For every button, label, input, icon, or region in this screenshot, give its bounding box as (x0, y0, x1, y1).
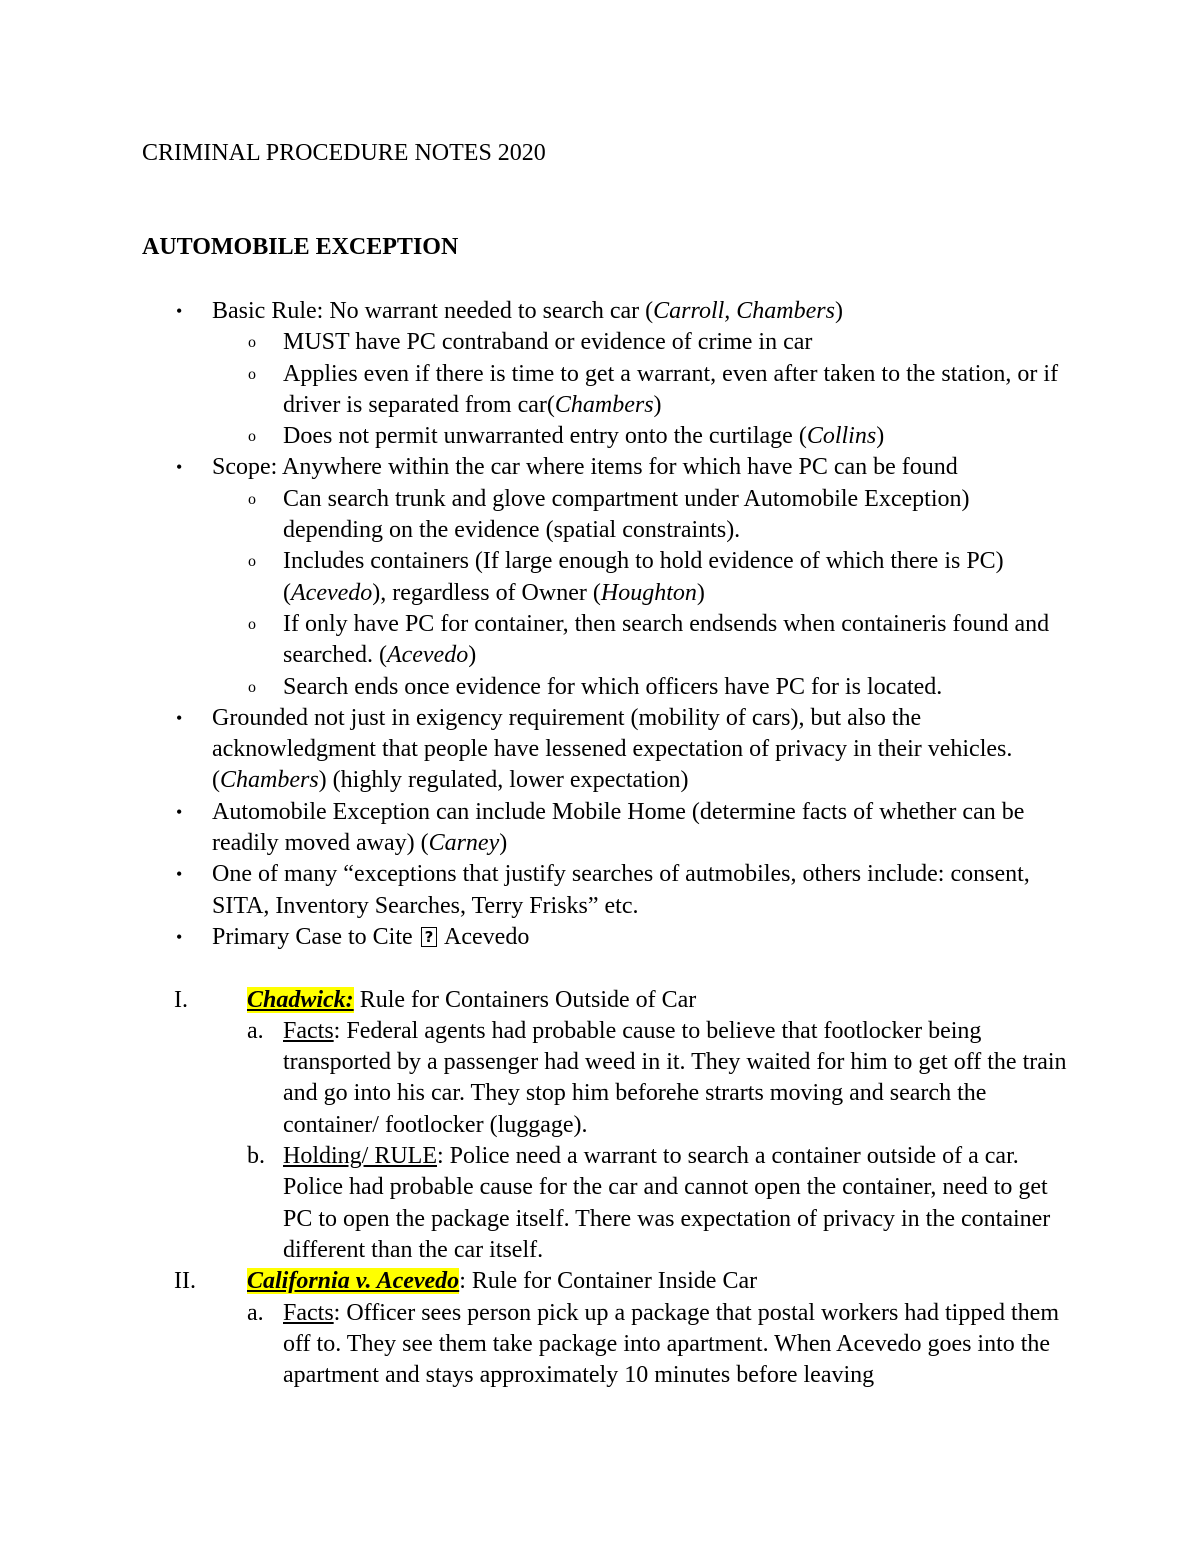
bullet-text: Grounded not just in exigency requirement (mobility of cars), but also the acknowledgment that people have lessened expectation of privacy in their vehicles. ( (212, 704, 1013, 794)
notes-body (0, 296, 1200, 1391)
case1-facts (0, 1016, 1073, 1141)
roman-numeral: II. (174, 1268, 196, 1295)
bullet-text: Basic Rule: No warrant needed to search car ( (212, 298, 654, 324)
case-cite: Acevedo (291, 579, 373, 606)
bullet-text: Automobile Exception can include Mobile Home (determine facts of whether can be readily moved away) ( (212, 798, 1025, 857)
holding-label: Holding/ RULE (283, 1143, 437, 1170)
case-cite: Acevedo (386, 642, 469, 669)
bullet-text: Scope: Anywhere within the car where items for which have PC can be found (212, 454, 958, 481)
sub-bullet-text-mid: ), regardless of Owner ( (372, 579, 601, 606)
case-name-highlight: California v. Acevedo (247, 1268, 460, 1295)
bullet-mobile-home (0, 797, 1072, 860)
sub-bullet-text: Search ends once evidence for which officers have PC for is located. (283, 673, 943, 700)
bullet-icon: • (176, 457, 183, 478)
sub-bullet-text-end: ) (653, 391, 662, 418)
case-name-highlight: Chadwick: (247, 986, 354, 1013)
bullet-icon: • (176, 926, 183, 947)
case-cite: Chambers (220, 767, 319, 794)
sub-bullet-time-for-warrant (0, 359, 1073, 422)
sub-bullet-text: Includes containers (If large enough to hold evidence of which there is PC) ( (283, 548, 1004, 606)
bullet-text-end: ) (499, 830, 508, 857)
case-cite: Collins (806, 423, 877, 450)
bullet-basic-rule (0, 296, 1072, 327)
sub-bullet-curtilage (0, 421, 1073, 452)
sub-bullet-pc-container (0, 609, 1073, 672)
bullet-exceptions (0, 859, 1072, 922)
bullet-text-end: ) (834, 298, 843, 324)
bullet-text-end: ) (highly regulated, lower expectation) (318, 767, 689, 794)
bullet-icon: • (176, 864, 183, 885)
case-heading-text: : Rule for Container Inside Car (459, 1268, 758, 1295)
bullet-primary-case (0, 922, 1072, 953)
bullet-text-end: Acevedo (444, 923, 530, 950)
bullet-text: Primary Case to Cite (212, 923, 413, 950)
case-cite: Chambers (554, 391, 654, 418)
sub-bullet-trunk (0, 484, 1073, 547)
bullet-icon: • (176, 707, 183, 728)
list-letter: a. (247, 1299, 264, 1326)
list-letter: b. (247, 1143, 265, 1170)
bullet-icon: • (176, 801, 183, 822)
list-letter: a. (247, 1017, 264, 1044)
facts-label: Facts (283, 1017, 334, 1044)
sub-bullet-text: MUST have PC contraband or evidence of crime in car (283, 329, 813, 356)
case2-facts (0, 1298, 1073, 1392)
sub-bullet-icon: o (248, 615, 256, 633)
bullet-grounded (0, 703, 1072, 797)
case-heading-chadwick (0, 985, 1073, 1016)
sub-bullet-text: If only have PC for container, then search endsends when containeris found and searched. ( (283, 610, 1050, 669)
sub-bullet-text: Can search trunk and glove compartment under Automobile Exception) depending on the evidence (spatial constraints). (283, 485, 970, 544)
sub-bullet-text: Applies even if there is time to get a warrant, even after taken to the station, or if driver is separated from car( (283, 360, 1059, 418)
sub-bullet-text: Does not permit unwarranted entry onto the curtilage ( (283, 423, 807, 450)
document-title: CRIMINAL PROCEDURE NOTES 2020 (142, 140, 546, 166)
sub-bullet-icon: o (248, 428, 256, 446)
case-cite: Houghton (600, 579, 697, 606)
sub-bullet-containers (0, 546, 1073, 609)
case-heading-acevedo (0, 1266, 1073, 1297)
section-heading: AUTOMOBILE EXCEPTION (142, 234, 459, 260)
sub-bullet-text-end: ) (468, 642, 477, 669)
holding-text: : Police need a warrant to search a container outside of a car. Police had probable cause for the car and cannot open the container, need to get PC to open the package itself. There was expectation of privacy in the container different than the car itself. (283, 1143, 1051, 1263)
case1-holding (0, 1141, 1073, 1266)
case-cite: Carroll, Chambers (653, 298, 835, 324)
roman-numeral: I. (174, 986, 188, 1013)
sub-bullet-text-end: ) (876, 423, 885, 450)
sub-bullet-text-end: ) (696, 579, 705, 606)
facts-label: Facts (283, 1299, 334, 1326)
case-heading-text: Rule for Containers Outside of Car (353, 986, 697, 1013)
sub-bullet-icon: o (248, 553, 256, 571)
question-mark-icon: ? (421, 927, 438, 947)
bullet-text: One of many “exceptions that justify searches of autmobiles, others include: consent, SITA, Inventory Searches, Terry Frisks” etc. (212, 861, 1030, 919)
case-cite: Carney (428, 830, 500, 857)
sub-bullet-must-have-pc (0, 327, 1073, 358)
facts-text: : Officer sees person pick up a package that postal workers had tipped them off to. They see them take package into apartment. When Acevedo goes into the apartment and stays approximately 10 minutes before leaving (283, 1299, 1059, 1389)
spacer (0, 953, 1200, 984)
bullet-scope (0, 452, 1072, 483)
bullet-icon: • (176, 301, 183, 321)
sub-bullet-search-ends (0, 672, 1073, 703)
sub-bullet-icon: o (248, 678, 256, 696)
sub-bullet-icon: o (248, 365, 256, 383)
sub-bullet-icon: o (248, 334, 256, 352)
sub-bullet-icon: o (248, 490, 256, 508)
facts-text: : Federal agents had probable cause to believe that footlocker being transported by a passenger had weed in it. They waited for him to get off the train and go into his car. They stop him beforehe strarts moving and search the container/ footlocker (luggage). (283, 1017, 1067, 1138)
